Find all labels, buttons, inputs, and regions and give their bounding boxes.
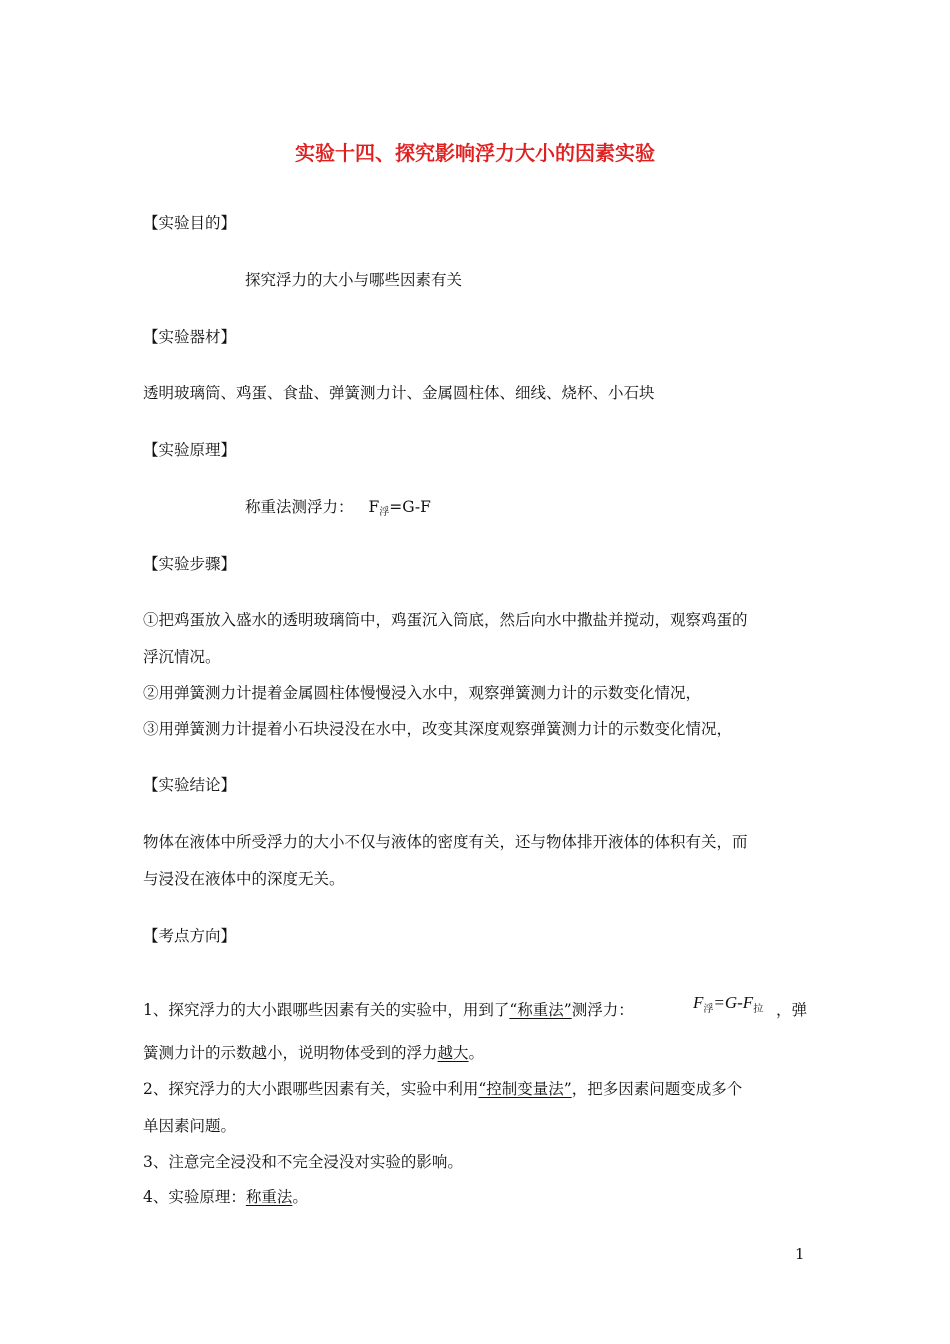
exam-p1-text-c: ，弹 (776, 1001, 808, 1019)
principle-formula-F: F (368, 498, 380, 516)
step1-line1: ①把鸡蛋放入盛水的透明玻璃筒中，鸡蛋沉入筒底，然后向水中撒盐并搅动，观察鸡蛋的 (143, 611, 748, 629)
principle-text (245, 497, 431, 520)
principle-prefix: 称重法测浮力： (245, 498, 354, 516)
formula-sub-la: 拉 (753, 1004, 764, 1015)
page-title: 实验十四、探究影响浮力大小的因素实验 (295, 141, 655, 165)
buoyancy-formula (693, 993, 763, 1013)
exam-p2-text-b: ，把多因素问题变成多个 (571, 1080, 743, 1098)
exam-p1-line2-underlined: 越大 (437, 1044, 469, 1062)
page-number: 1 (795, 1245, 805, 1263)
purpose-text: 探究浮力的大小与哪些因素有关 (245, 271, 463, 289)
exam-point-1-line2 (143, 1043, 484, 1063)
formula-sub-fu: 浮 (703, 1004, 714, 1015)
formula-F: F (693, 993, 704, 1012)
exam-point-3: 3、注意完全浸没和不完全浸没对实验的影响。 (143, 1153, 463, 1171)
exam-p4-text-b: 。 (292, 1188, 308, 1206)
step2: ②用弹簧测力计提着金属圆柱体慢慢浸入水中，观察弹簧测力计的示数变化情况， (143, 684, 702, 702)
steps-heading: 【实验步骤】 (143, 555, 237, 573)
formula-mid: =G-F (713, 993, 754, 1012)
exam-p1-line2-a: 簧测力计的示数越小，说明物体受到的浮力 (143, 1044, 438, 1062)
exam-point-2-line1 (143, 1079, 742, 1099)
principle-heading: 【实验原理】 (143, 441, 237, 459)
step3: ③用弹簧测力计提着小石块浸没在水中，改变其深度观察弹簧测力计的示数变化情况， (143, 720, 733, 738)
purpose-heading: 【实验目的】 (143, 214, 237, 232)
exam-point-1-line1 (143, 1000, 634, 1020)
exam-point-4 (143, 1187, 308, 1207)
exam-p1-line2-b: 。 (468, 1044, 485, 1062)
materials-heading: 【实验器材】 (143, 328, 237, 346)
principle-formula-rest: =G-F (389, 498, 431, 516)
exam-p2-underlined: “控制变量法” (478, 1080, 572, 1098)
exam-p1-underlined: “称重法” (509, 1001, 572, 1019)
exam-p4-text-a: 4、实验原理： (143, 1188, 246, 1206)
principle-formula-sub: 浮 (379, 507, 390, 518)
conclusion-heading: 【实验结论】 (143, 776, 237, 794)
exam-p1-text-a: 1、探究浮力的大小跟哪些因素有关的实验中，用到了 (143, 1001, 510, 1019)
conclusion-line2: 与浸没在液体中的深度无关。 (143, 870, 345, 888)
exam-p1-text-b: 测浮力： (571, 1001, 634, 1019)
exam-heading: 【考点方向】 (143, 927, 237, 945)
conclusion-line1: 物体在液体中所受浮力的大小不仅与液体的密度有关，还与物体排开液体的体积有关，而 (143, 833, 748, 851)
materials-text: 透明玻璃筒、鸡蛋、食盐、弹簧测力计、金属圆柱体、细线、烧杯、小石块 (143, 384, 655, 402)
exam-p4-underlined: 称重法 (245, 1188, 293, 1206)
step1-line2: 浮沉情况。 (143, 648, 221, 666)
exam-p2-text-a: 2、探究浮力的大小跟哪些因素有关，实验中利用 (143, 1080, 479, 1098)
exam-point-2-line2: 单因素问题。 (143, 1117, 237, 1135)
